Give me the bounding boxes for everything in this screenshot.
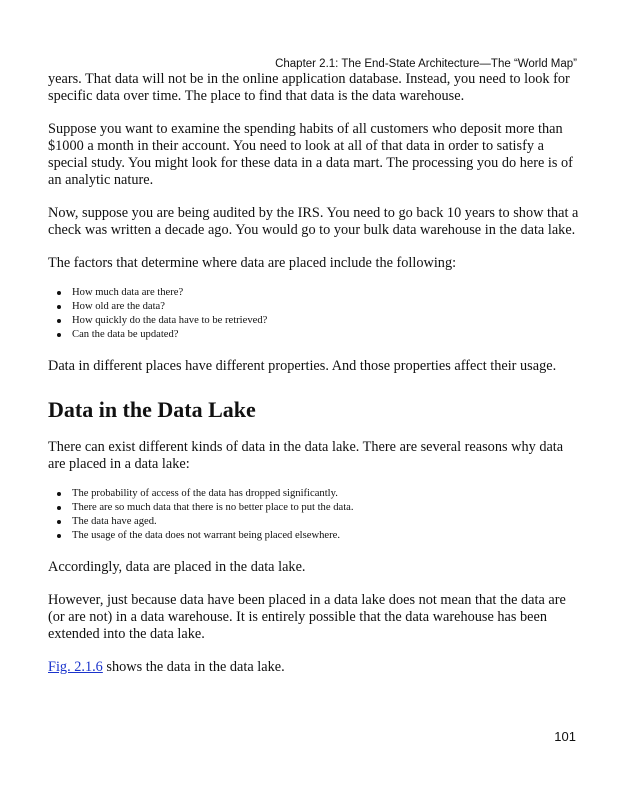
paragraph [48, 659, 580, 676]
list-item: How much data are there? [72, 286, 580, 300]
list-item: Can the data be updated? [72, 328, 580, 342]
section-heading: Data in the Data Lake [48, 397, 256, 422]
paragraph: There can exist different kinds of data in the data lake. There are several reasons why data are placed in a data lake: [48, 439, 564, 472]
list-item: The usage of the data does not warrant being placed elsewhere. [72, 529, 580, 543]
paragraph: Data in different places have different properties. And those properties affect their usage. [48, 358, 557, 374]
running-header: Chapter 2.1: The End-State Architecture—The “World Map” [275, 58, 577, 70]
reasons-list [48, 487, 580, 543]
list-item: The data have aged. [72, 515, 580, 529]
factors-list [48, 286, 580, 342]
paragraph: However, just because data have been placed in a data lake does not mean that the data are (or are not) in a data warehouse. It is entirely possible that the data warehouse has been extended into the data lake. [48, 592, 566, 642]
page-body [48, 71, 580, 676]
list-item: How quickly do the data have to be retrieved? [72, 314, 580, 328]
list-item: How old are the data? [72, 300, 580, 314]
paragraph-text: shows the data in the data lake. [102, 659, 285, 675]
list-item: The probability of access of the data has dropped significantly. [72, 487, 580, 501]
paragraph: years. That data will not be in the online application database. Instead, you need to look for specific data over time. The place to find that data is the data warehouse. [48, 71, 570, 104]
paragraph: Accordingly, data are placed in the data lake. [48, 559, 306, 575]
paragraph: The factors that determine where data are placed include the following: [48, 255, 457, 271]
list-item: There are so much data that there is no better place to put the data. [72, 501, 580, 515]
page-number: 101 [554, 729, 576, 744]
figure-link[interactable]: Fig. 2.1.6 [48, 659, 103, 675]
paragraph: Suppose you want to examine the spending habits of all customers who deposit more than $1000 a month in their account. You need to look at all of that data in order to satisfy a special study. You might look for these data in a data mart. The processing you do here is of an analytic nature. [48, 121, 573, 188]
paragraph: Now, suppose you are being audited by the IRS. You need to go back 10 years to show that a check was written a decade ago. You would go to your bulk data warehouse in the data lake. [48, 205, 579, 238]
